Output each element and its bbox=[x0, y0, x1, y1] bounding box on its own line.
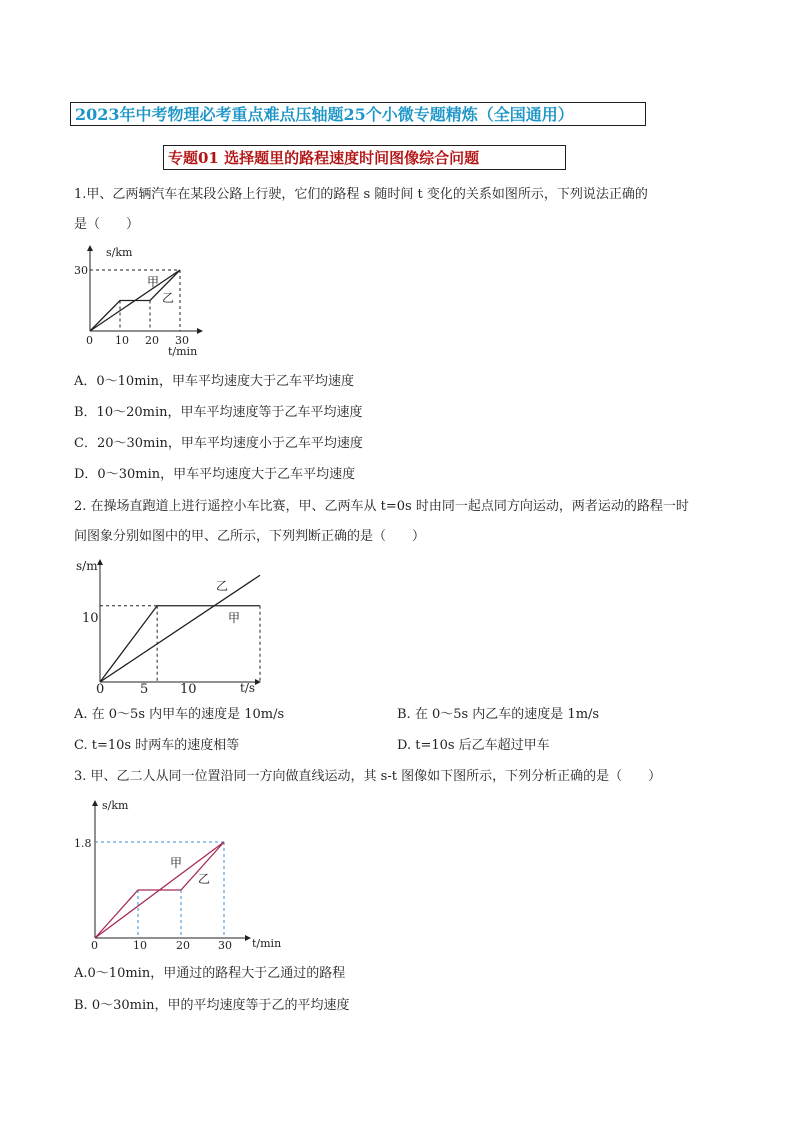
q2-option-b: B. 在 0～5s 内乙车的速度是 1m/s bbox=[397, 707, 600, 722]
q1-y-tick-30: 30 bbox=[74, 264, 88, 277]
q2-option-a: A. 在 0～5s 内甲车的速度是 10m/s bbox=[74, 707, 285, 722]
q3-y-tick-1-8: 1.8 bbox=[74, 837, 92, 850]
q1-x-tick-30: 30 bbox=[175, 334, 189, 347]
q3-origin-label: 0 bbox=[91, 939, 98, 952]
q2-series-yi-line bbox=[100, 575, 260, 682]
q1-option-b: B．10～20min，甲车平均速度等于乙车平均速度 bbox=[74, 405, 363, 420]
q3-label-yi: 乙 bbox=[198, 872, 211, 886]
q2-stem-line1: 2. 在操场直跑道上进行遥控小车比赛，甲、乙两车从 t=0s 时由同一起点同方向运动，两者运动的路程一时 bbox=[74, 499, 689, 514]
q2-label-jia: 甲 bbox=[228, 611, 241, 625]
q1-label-yi: 乙 bbox=[162, 291, 175, 305]
q2-option-c: C. t=10s 时两车的速度相等 bbox=[74, 738, 240, 753]
q2-st-graph bbox=[74, 556, 274, 701]
q1-y-axis-label: s/km bbox=[106, 246, 133, 259]
q3-x-tick-30: 30 bbox=[218, 939, 232, 952]
q3-x-axis-label: t/min bbox=[252, 937, 282, 950]
topic-subtitle: 专题01 选择题里的路程速度时间图像综合问题 bbox=[163, 145, 566, 170]
q3-series-yi-line bbox=[95, 842, 224, 938]
q2-option-d: D. t=10s 后乙车超过甲车 bbox=[397, 738, 550, 753]
document-title: 2023年中考物理必考重点难点压轴题25个小微专题精炼（全国通用） bbox=[70, 102, 646, 126]
q2-y-axis-label: s/m bbox=[76, 559, 98, 573]
q1-label-jia: 甲 bbox=[147, 275, 160, 289]
q1-option-d: D．0～30min，甲车平均速度大于乙车平均速度 bbox=[74, 467, 356, 482]
q3-st-graph bbox=[72, 795, 290, 955]
q2-label-yi: 乙 bbox=[216, 579, 229, 593]
q3-y-axis-label: s/km bbox=[102, 799, 129, 812]
q1-x-tick-10: 10 bbox=[115, 334, 129, 347]
q2-origin-label: 0 bbox=[96, 682, 105, 697]
q3-option-a: A.0～10min，甲通过的路程大于乙通过的路程 bbox=[74, 966, 346, 981]
q2-x-axis-label: t/s bbox=[240, 681, 256, 695]
q1-stem-line2: 是（ ） bbox=[74, 217, 140, 232]
q1-origin-label: 0 bbox=[86, 334, 93, 347]
q3-stem-line1: 3. 甲、乙二人从同一位置沿同一方向做直线运动，其 s-t 图像如下图所示，下列分析正确的是（ ） bbox=[74, 769, 662, 784]
q3-option-b: B. 0～30min，甲的平均速度等于乙的平均速度 bbox=[74, 998, 350, 1013]
q3-x-tick-10: 10 bbox=[133, 939, 147, 952]
q2-y-tick-10: 10 bbox=[82, 611, 99, 626]
q2-stem-line2: 间图象分别如图中的甲、乙所示，下列判断正确的是（ ） bbox=[74, 529, 426, 544]
q1-option-a: A．0～10min，甲车平均速度大于乙车平均速度 bbox=[74, 374, 355, 389]
q3-label-jia: 甲 bbox=[170, 856, 183, 870]
q1-x-axis-label: t/min bbox=[168, 345, 198, 358]
q1-stem-line1: 1.甲、乙两辆汽车在某段公路上行驶，它们的路程 s 随时间 t 变化的关系如图所示，下列说法正确的 bbox=[74, 187, 648, 202]
q1-option-c: C．20～30min，甲车平均速度小于乙车平均速度 bbox=[74, 436, 363, 451]
q1-x-tick-20: 20 bbox=[145, 334, 159, 347]
q3-x-tick-20: 20 bbox=[176, 939, 190, 952]
q2-x-tick-10: 10 bbox=[180, 682, 197, 697]
q2-x-tick-5: 5 bbox=[140, 682, 149, 697]
q1-st-graph bbox=[70, 240, 210, 362]
